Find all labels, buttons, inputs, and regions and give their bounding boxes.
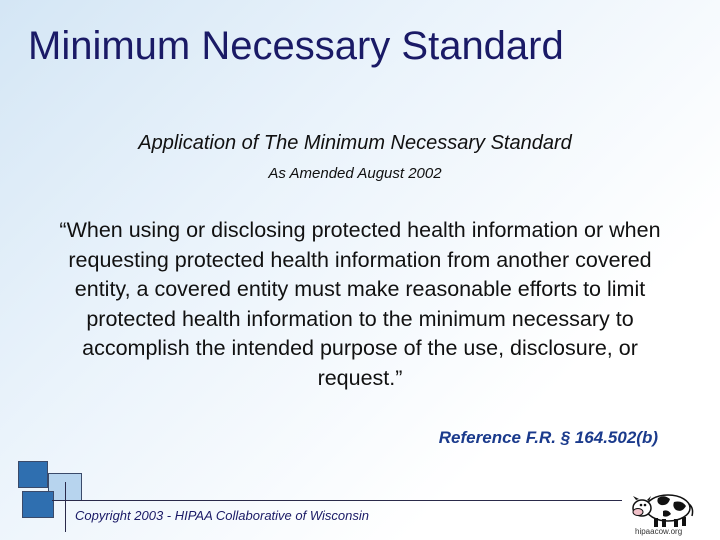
logo-caption: hipaacow.org bbox=[635, 527, 683, 536]
amended-date: As Amended August 2002 bbox=[268, 165, 442, 182]
copyright-text: Copyright 2003 - HIPAA Collaborative of Wisconsin bbox=[75, 508, 369, 523]
decorative-square-bottom bbox=[22, 491, 54, 518]
slide-title: Minimum Necessary Standard bbox=[28, 24, 564, 68]
cow-logo-icon bbox=[630, 488, 696, 530]
slide-subtitle: Application of The Minimum Necessary Standard bbox=[138, 132, 572, 154]
decorative-square-top bbox=[18, 461, 48, 488]
reference-citation: Reference F.R. § 164.502(b) bbox=[438, 428, 658, 447]
regulation-quote: “When using or disclosing protected health information or when requesting protected health information from another covered entity, a covered entity must make reasonable efforts to limit protected health information to the minimum necessary to accomplish the intended purpose of the use, disclosure, or request.” bbox=[59, 218, 661, 390]
footer-divider bbox=[52, 500, 622, 501]
footer-vertical-line bbox=[65, 482, 66, 532]
